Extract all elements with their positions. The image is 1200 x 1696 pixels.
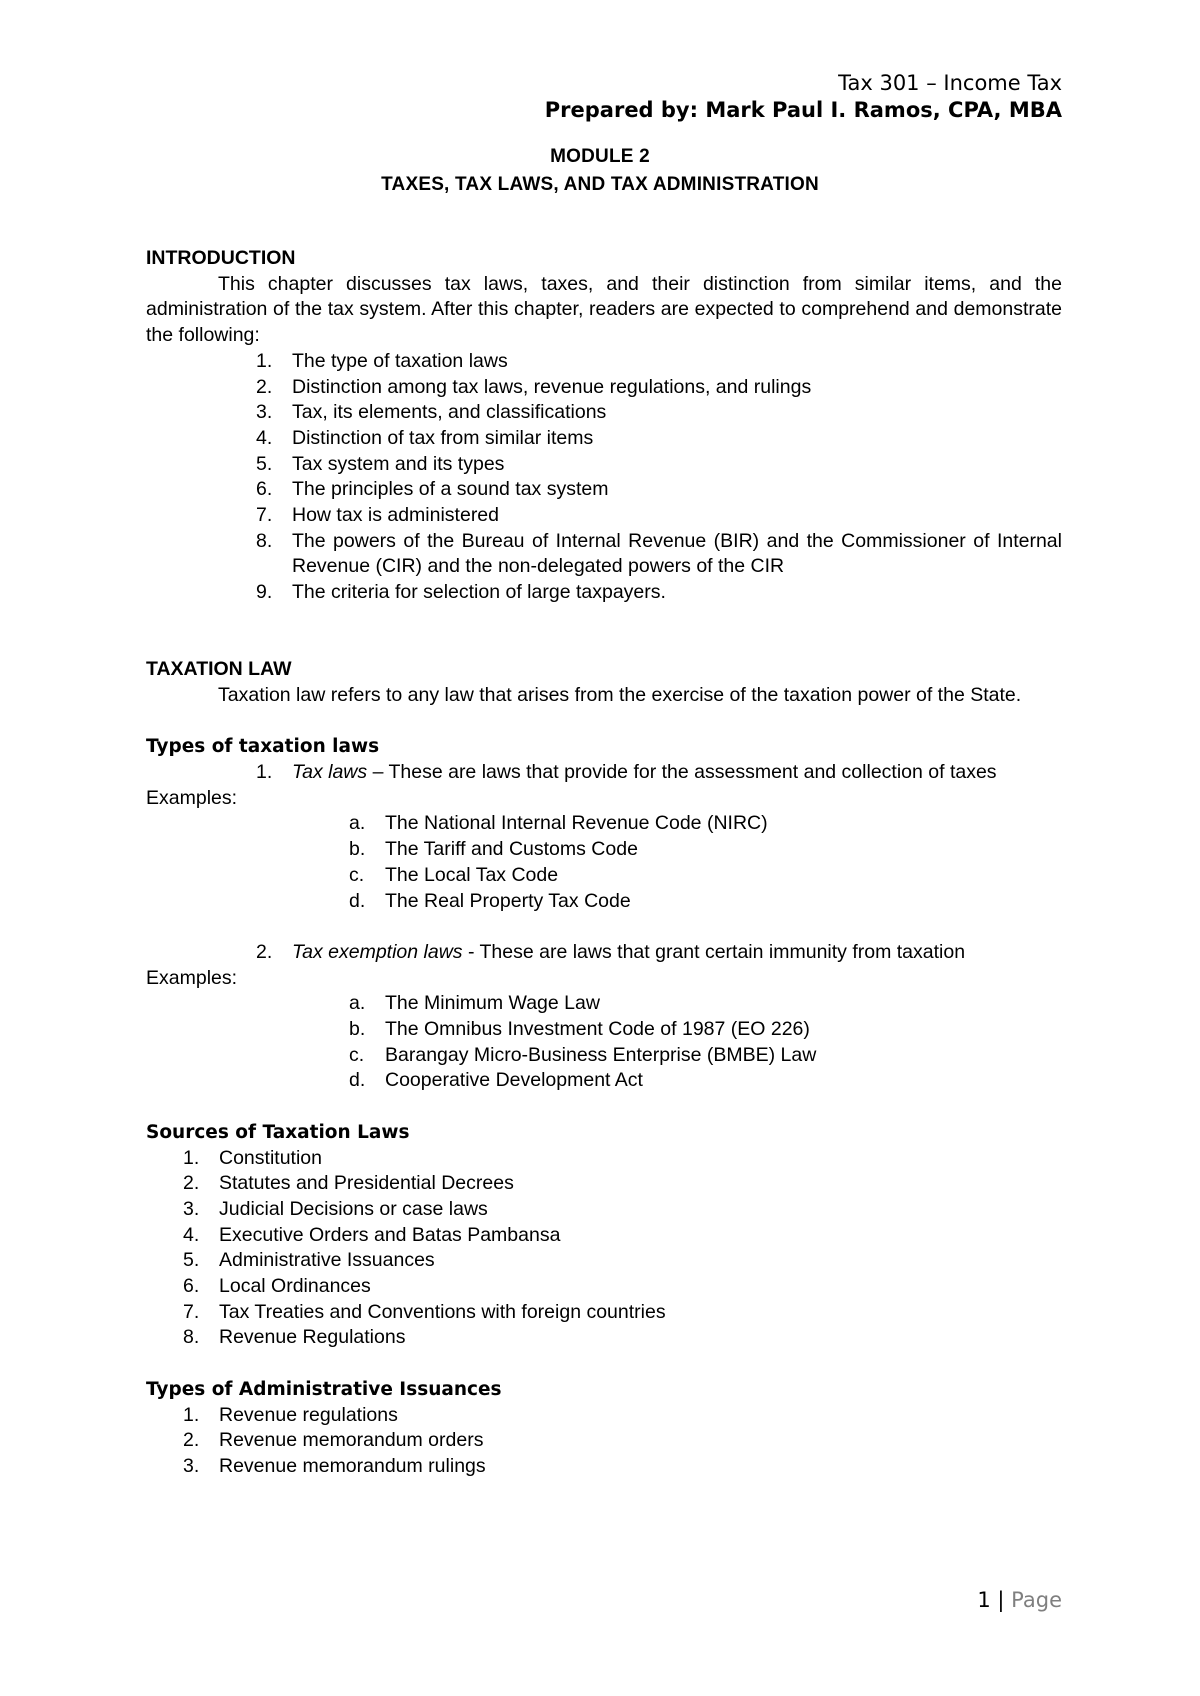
- list-item: b. The Omnibus Investment Code of 1987 (EO 226): [349, 1018, 810, 1041]
- list-item: 3. Tax, its elements, and classifications: [256, 401, 607, 424]
- document-body: [146, 246, 1062, 1480]
- taxation-law-paragraph: Taxation law refers to any law that arises from the exercise of the taxation power of the State.: [218, 683, 1022, 706]
- list-item: 2. Tax exemption laws - These are laws that grant certain immunity from taxation: [256, 940, 966, 963]
- sources-heading: Sources of Taxation Laws: [146, 1121, 410, 1143]
- page-label: Page: [1011, 1588, 1062, 1612]
- list-item: 2. Revenue memorandum orders: [183, 1429, 484, 1452]
- type-description: - These are laws that grant certain immunity from taxation: [462, 940, 966, 963]
- introduction-paragraph: This chapter discusses tax laws, taxes, and their distinction from similar items, and the administration of the tax system. After this chapter, readers are expected to comprehend and demonstrate the following:: [146, 272, 1062, 347]
- list-item: 7. Tax Treaties and Conventions with foreign countries: [183, 1300, 666, 1323]
- course-header: Tax 301 – Income Tax: [838, 71, 1062, 95]
- taxation-law-types-list-cont: [256, 940, 1062, 966]
- type-term: Tax laws: [292, 761, 368, 784]
- admin-issuances-heading: Types of Administrative Issuances: [146, 1378, 502, 1400]
- module-number: MODULE 2: [550, 146, 650, 167]
- list-item: 7. How tax is administered: [256, 504, 499, 527]
- list-item: 5. Tax system and its types: [256, 452, 505, 475]
- list-item: 1. Constitution: [183, 1146, 322, 1169]
- list-item: c. Barangay Micro-Business Enterprise (BMBE) Law: [349, 1043, 817, 1066]
- prepared-by-header: Prepared by: Mark Paul I. Ramos, CPA, MBA: [544, 98, 1062, 122]
- list-item: 4. Executive Orders and Batas Pambansa: [183, 1223, 561, 1246]
- taxation-law-types-list: [256, 760, 1062, 786]
- list-item: 4. Distinction of tax from similar items: [256, 426, 594, 449]
- list-item: 5. Administrative Issuances: [183, 1249, 435, 1272]
- list-item: b. The Tariff and Customs Code: [349, 838, 638, 861]
- objectives-list: [256, 349, 1062, 606]
- list-item: 1. Tax laws – These are laws that provide for the assessment and collection of taxes: [256, 761, 997, 784]
- taxation-law-heading: TAXATION LAW: [146, 658, 292, 681]
- introduction-heading: INTRODUCTION: [146, 247, 296, 269]
- examples-label: Examples:: [146, 966, 238, 989]
- list-item: 2. Statutes and Presidential Decrees: [183, 1172, 514, 1195]
- examples-label: Examples:: [146, 786, 238, 809]
- list-item: d. Cooperative Development Act: [349, 1069, 643, 1092]
- list-item: 1. Revenue regulations: [183, 1403, 398, 1426]
- sources-list: [183, 1146, 1062, 1352]
- examples-list: [349, 991, 1062, 1094]
- list-item: 1. The type of taxation laws: [256, 349, 508, 372]
- list-item: d. The Real Property Tax Code: [349, 889, 631, 912]
- list-item: 2. Distinction among tax laws, revenue regulations, and rulings: [256, 375, 812, 398]
- module-title: TAXES, TAX LAWS, AND TAX ADMINISTRATION: [381, 174, 819, 195]
- admin-issuances-list: [183, 1403, 1062, 1480]
- list-item: 9. The criteria for selection of large taxpayers.: [256, 581, 666, 604]
- list-item: c. The Local Tax Code: [349, 863, 559, 886]
- list-item: 3. Revenue memorandum rulings: [183, 1454, 486, 1477]
- type-description: – These are laws that provide for the assessment and collection of taxes: [367, 761, 997, 784]
- examples-list: [349, 811, 1062, 914]
- footer-separator: |: [990, 1588, 1012, 1612]
- list-item: 3. Judicial Decisions or case laws: [183, 1197, 488, 1220]
- type-term: Tax exemption laws: [292, 940, 463, 963]
- list-item: 6. The principles of a sound tax system: [256, 478, 609, 501]
- list-item: 8. The powers of the Bureau of Internal Revenue (BIR) and the Commissioner of Internal Revenue (CIR) and the non-delegated powers of the CIR: [256, 529, 1062, 578]
- list-item: a. The National Internal Revenue Code (NIRC): [349, 812, 768, 835]
- types-of-taxation-laws-heading: Types of taxation laws: [146, 736, 380, 758]
- list-item: 6. Local Ordinances: [183, 1275, 371, 1298]
- list-item: a. The Minimum Wage Law: [349, 992, 600, 1015]
- list-item: 8. Revenue Regulations: [183, 1326, 406, 1349]
- page-footer: [977, 1588, 1062, 1612]
- page-number: 1: [977, 1588, 991, 1612]
